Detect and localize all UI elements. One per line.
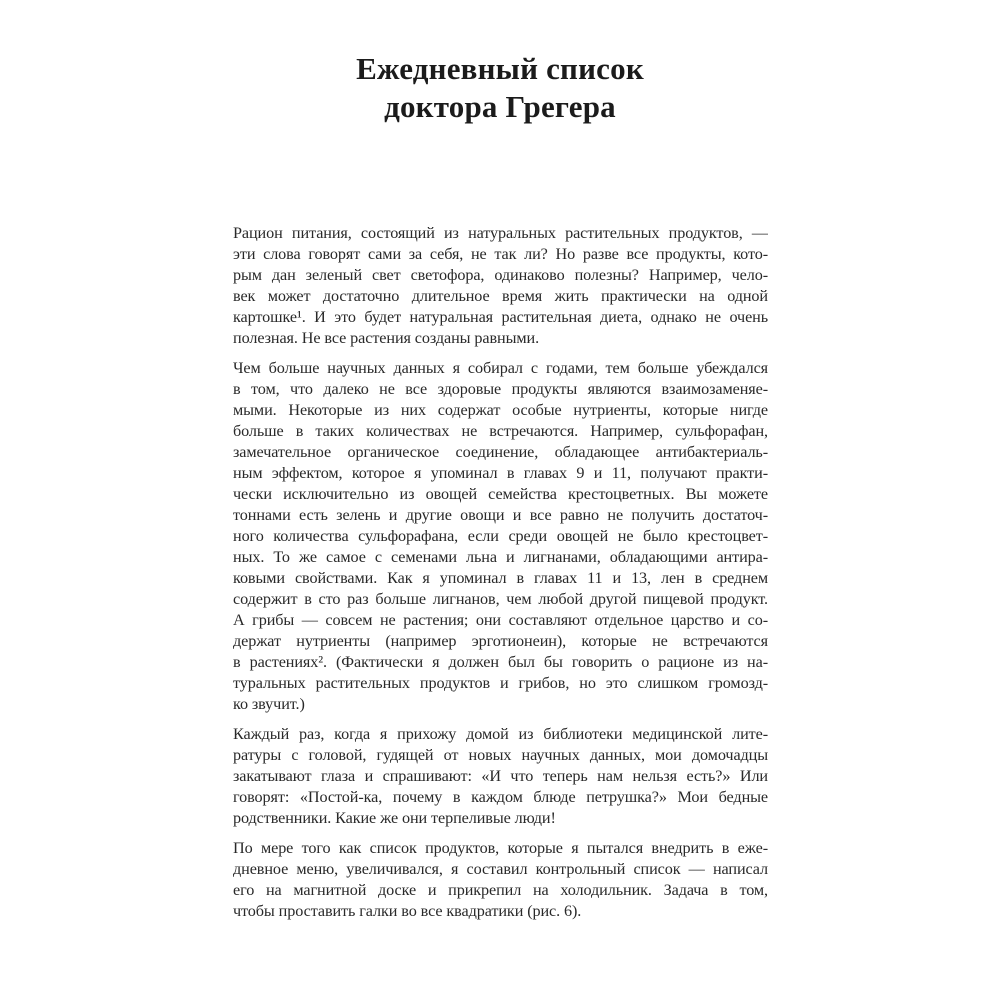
paragraph-4: [233, 838, 768, 922]
page-title-line-1: Ежедневный список: [356, 51, 644, 86]
paragraph-3: [233, 724, 768, 829]
text-line: мыми. Некоторые из них содержат особые нутриенты, которые нигде: [233, 401, 768, 419]
text-line: Рацион питания, состоящий из натуральных растительных продуктов, —: [233, 224, 768, 242]
text-line: ным эффектом, которое я упоминал в главах 9 и 11, получают практи-: [233, 464, 768, 482]
page-title: [0, 50, 1000, 126]
text-line: ратуры с головой, гудящей от новых научных данных, мои домочадцы: [233, 746, 768, 764]
text-line: его на магнитной доске и прикрепил на холодильник. Задача в том,: [233, 881, 768, 899]
text-line: в растениях². (Фактически я должен был бы говорить о рационе из на-: [233, 653, 768, 671]
text-line: А грибы — совсем не растения; они составляют отдельное царство и со-: [233, 611, 768, 629]
text-line: туральных растительных продуктов и грибов, но это слишком громозд-: [233, 674, 768, 692]
text-line: ного количества сульфорафана, если среди овощей не было крестоцвет-: [233, 527, 768, 545]
text-line: полезная. Не все растения созданы равными.: [233, 329, 540, 347]
body-text: [233, 223, 768, 931]
text-line: чески исключительно из овощей семейства крестоцветных. Вы можете: [233, 485, 768, 503]
text-line: замечательное органическое соединение, обладающее антибактериаль-: [233, 443, 768, 461]
text-line: больше в таких количествах не встречаются. Например, сульфорафан,: [233, 422, 768, 440]
text-line: родственники. Какие же они терпеливые люди!: [233, 809, 556, 827]
text-line: дневное меню, увеличивался, я составил контрольный список — написал: [233, 860, 768, 878]
text-line: По мере того как список продуктов, которые я пытался внедрить в еже-: [233, 839, 768, 857]
text-line: держат нутриенты (например эрготионеин), которые не встречаются: [233, 632, 768, 650]
text-line: Чем больше научных данных я собирал с годами, тем больше убеждался: [233, 359, 768, 377]
paragraph-1: [233, 223, 768, 349]
text-line: рым дан зеленый свет светофора, одинаково полезны? Например, чело-: [233, 266, 768, 284]
text-line: говорят: «Постой-ка, почему в каждом блюде петрушка?» Мои бедные: [233, 788, 768, 806]
text-line: содержит в сто раз больше лигнанов, чем любой другой пищевой продукт.: [233, 590, 768, 608]
text-line: Каждый раз, когда я прихожу домой из библиотеки медицинской лите-: [233, 725, 768, 743]
text-line: ковыми свойствами. Как я упоминал в главах 11 и 13, лен в среднем: [233, 569, 768, 587]
text-line: эти слова говорят сами за себя, не так ли? Но разве все продукты, кото-: [233, 245, 768, 263]
text-line: закатывают глаза и спрашивают: «И что теперь нам нельзя есть?» Или: [233, 767, 768, 785]
text-line: в том, что далеко не все здоровые продукты являются взаимозаменяе-: [233, 380, 768, 398]
paragraph-2: [233, 358, 768, 715]
text-line: ко звучит.): [233, 695, 305, 713]
page-title-line-2: доктора Грегера: [384, 89, 616, 124]
text-line: век может достаточно длительное время жить практически на одной: [233, 287, 768, 305]
text-line: тоннами есть зелень и другие овощи и все равно не получить достаточ-: [233, 506, 768, 524]
text-line: ных. То же самое с семенами льна и лигнанами, обладающими антира-: [233, 548, 768, 566]
text-line: картошке¹. И это будет натуральная растительная диета, однако не очень: [233, 308, 768, 326]
text-line: чтобы проставить галки во все квадратики (рис. 6).: [233, 902, 582, 920]
